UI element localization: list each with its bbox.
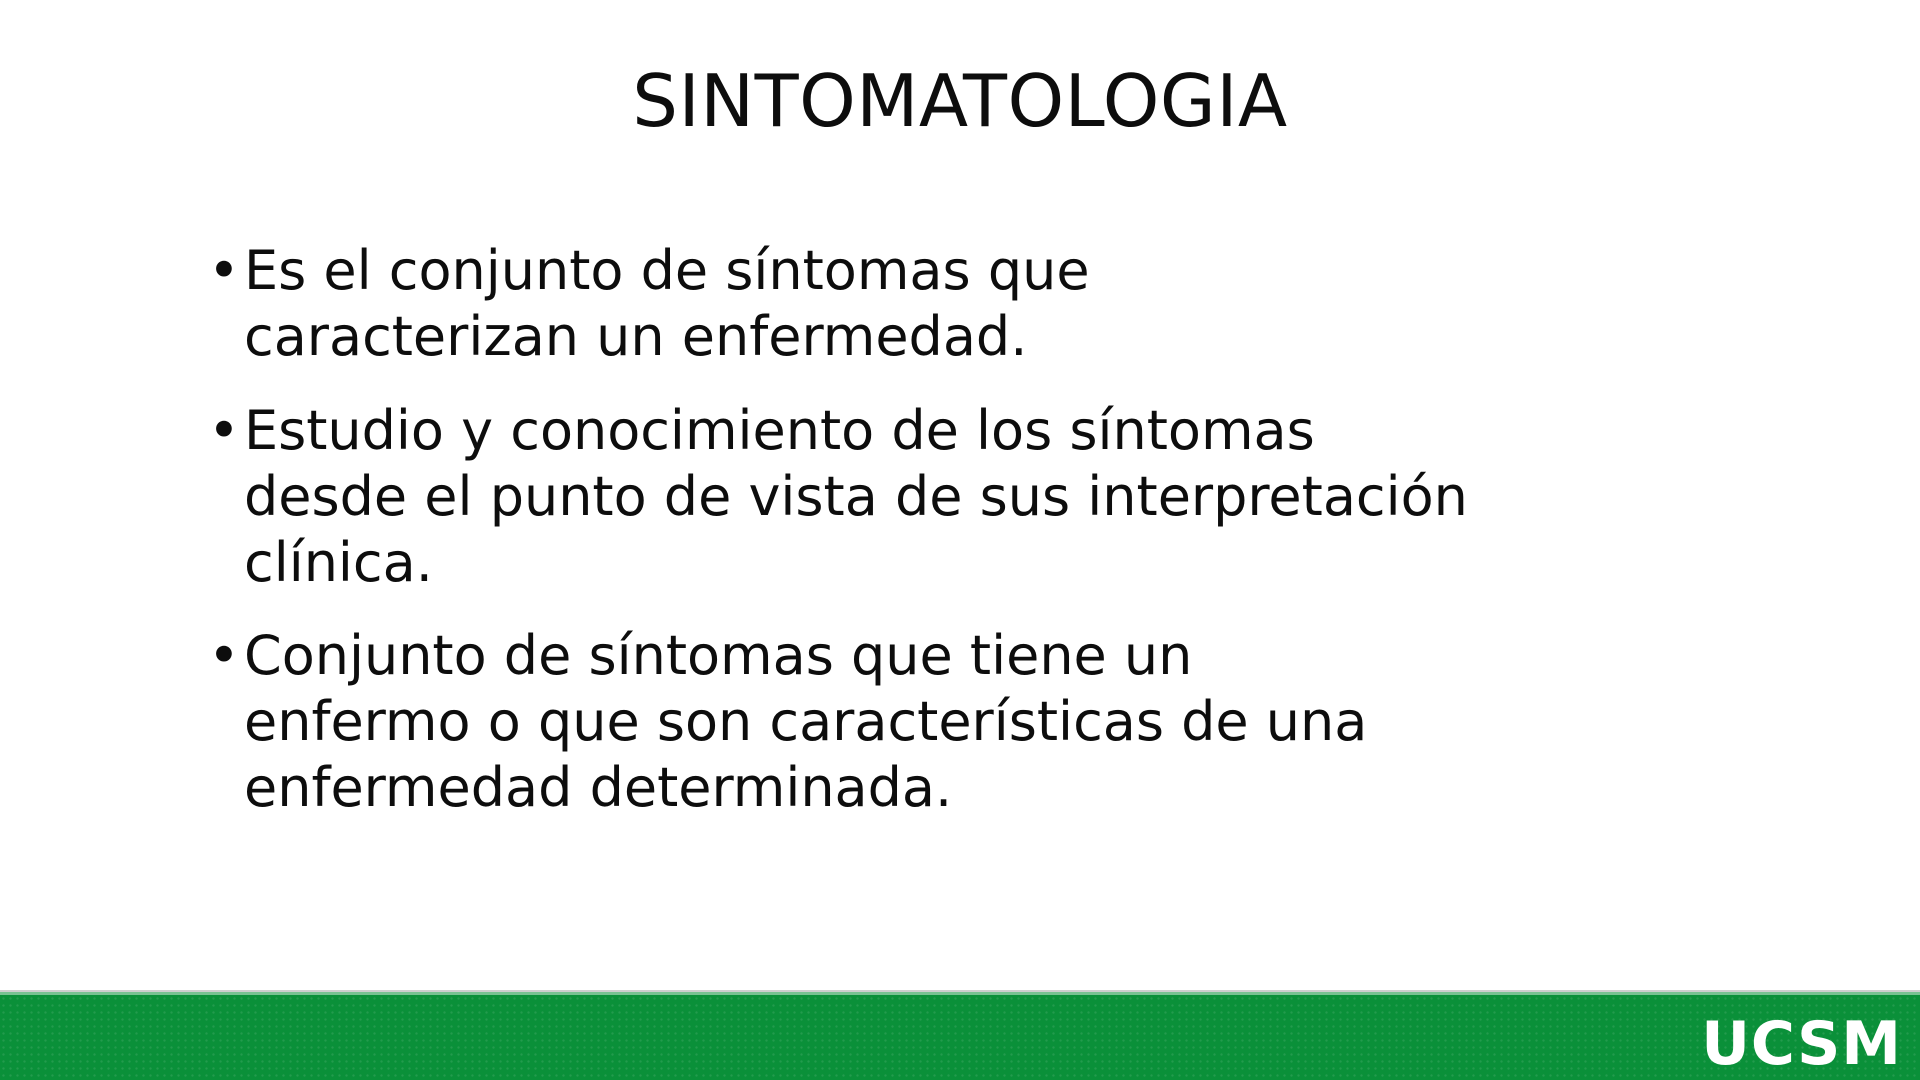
list-item-text: Conjunto de síntomas que tiene un enfermo o que son características de una enfermedad determinada. [244,624,1368,820]
page-title: SINTOMATOLOGIA [632,59,1288,143]
bullet-list [208,238,1728,849]
bullet-icon: • [208,239,240,302]
list-item-text: Es el conjunto de síntomas que caracterizan un enfermedad. [244,239,1090,368]
list-item [208,623,1728,821]
list-item-text: Estudio y conocimiento de los síntomas desde el punto de vista de sus interpretación clínica. [244,398,1468,594]
list-item [208,398,1728,596]
bullet-icon: • [208,624,240,688]
footer-band [0,995,1920,1080]
bullet-icon: • [208,398,240,462]
list-item [208,238,1728,370]
ucsm-logo: UCSM [1701,1009,1902,1079]
